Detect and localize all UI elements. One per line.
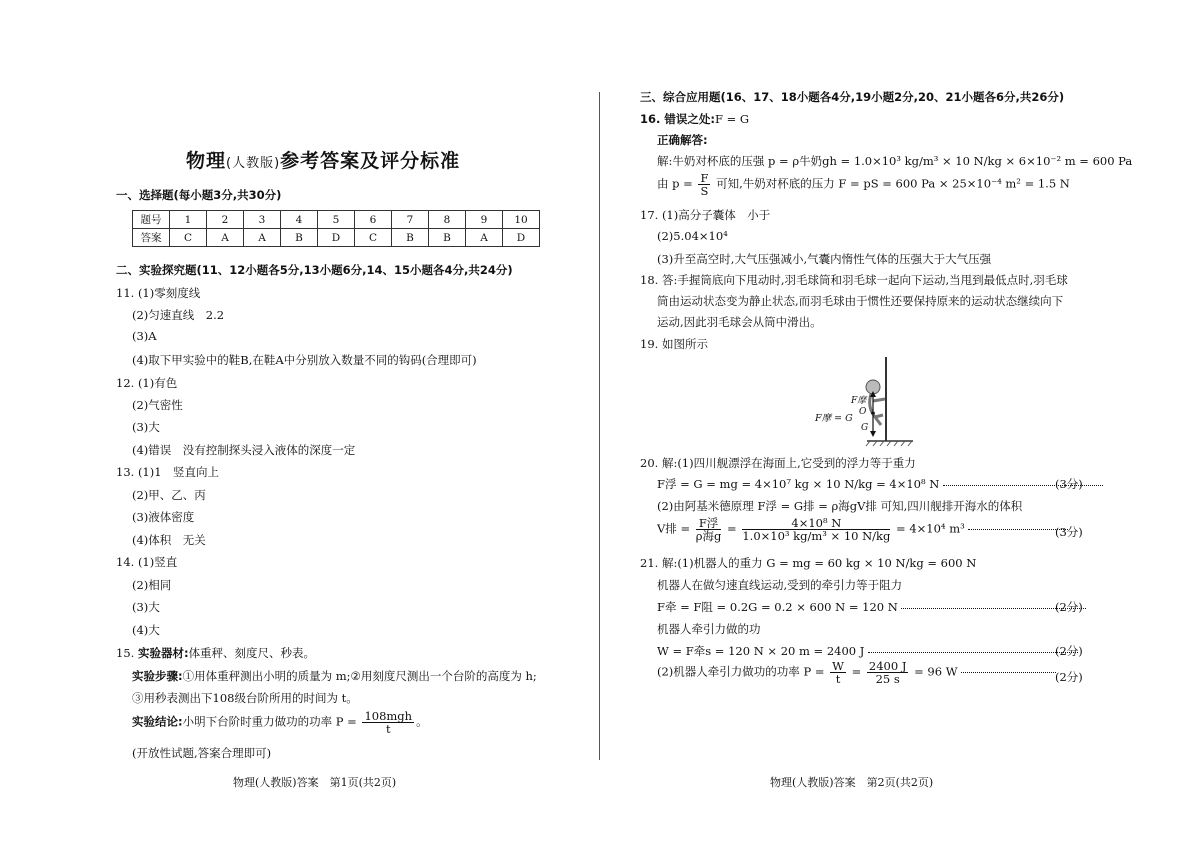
page-divider	[599, 92, 600, 760]
answer-table	[132, 210, 540, 247]
q21-power	[657, 660, 1056, 685]
fraction-numerator: 2400 J	[868, 659, 907, 673]
question-number: 8	[429, 211, 466, 229]
q15-equipment	[116, 645, 315, 661]
question-number: 7	[392, 211, 429, 229]
answer-line: (4)体积 无关	[132, 533, 206, 547]
q15-steps-label: 实验步骤:	[132, 669, 183, 683]
answer-cell: B	[392, 229, 429, 247]
section1-heading: 一、选择题(每小题3分,共30分)	[116, 188, 282, 202]
q15-steps-cont: ③用秒表测出下108级台阶所用的时间为 t。	[132, 691, 358, 705]
answer-line: 21. 解:(1)机器人的重力 G = mg = 60 kg × 10 N/kg = 600 N	[640, 556, 977, 570]
answer-line: 机器人在做匀速直线运动,受到的牵引力等于阻力	[657, 578, 903, 592]
title-part-a: 物理	[186, 150, 227, 172]
answer-line: 运动,因此羽毛球会从筒中滑出。	[657, 315, 822, 329]
fraction-denominator: t	[385, 722, 391, 736]
answer-line: 14. (1)竖直	[116, 555, 178, 569]
q16-correct-label: 正确解答:	[657, 133, 708, 147]
score: (2分)	[1055, 644, 1083, 658]
q16-force-text: 可知,牛奶对杯底的压力 F = pS = 600 Pa × 25×10⁻⁴ m² = 1.5 N	[716, 176, 1070, 191]
q21-force	[657, 599, 1086, 615]
q15-steps	[132, 668, 537, 684]
friction-label: F摩	[851, 396, 867, 406]
question-number: 9	[466, 211, 503, 229]
dot-leader	[968, 529, 1068, 530]
question-number: 3	[244, 211, 281, 229]
answer-line: 17. (1)高分子囊体 小于	[640, 208, 771, 222]
answer-cell: A	[207, 229, 244, 247]
answer-line: (2)相同	[132, 578, 172, 592]
fraction-denominator: ρ海g	[695, 529, 722, 543]
q15-conclusion	[132, 710, 428, 735]
q20-buoyancy	[657, 476, 1103, 492]
q15-equip-label: 实验器材:	[137, 646, 189, 660]
answer-line: 机器人牵引力做的功	[657, 622, 761, 636]
question-number: 6	[355, 211, 392, 229]
q15-steps-text: ①用体重秤测出小明的质量为 m;②用刻度尺测出一个台阶的高度为 h;	[182, 669, 537, 683]
answer-table-number-row	[133, 211, 540, 229]
answer-line: (4)错误 没有控制探头浸入液体的深度一定	[132, 443, 356, 457]
row-label-number: 题号	[133, 211, 170, 229]
answer-line: (4)取下甲实验中的鞋B,在鞋A中分别放入数量不同的钩码(合理即可)	[132, 353, 477, 367]
footer-right: 物理(人教版)答案 第2页(共2页)	[770, 776, 934, 789]
q16-force-prefix: 由 p =	[657, 176, 693, 191]
row-label-answer: 答案	[133, 229, 170, 247]
equals-sign: =	[727, 521, 737, 536]
answer-line: (3)液体密度	[132, 510, 195, 524]
volume-fraction-2	[742, 517, 890, 542]
section3-heading: 三、综合应用题(16、17、18小题各4分,19小题2分,20、21小题各6分,共26分)	[640, 90, 1065, 104]
q21-force-text: F牵 = F阻 = 0.2G = 0.2 × 600 N = 120 N	[657, 600, 898, 614]
gravity-label: G	[861, 423, 869, 433]
answer-line: 19. 如图所示	[640, 337, 708, 351]
q15-concl-label: 实验结论:	[132, 714, 183, 729]
score: (3分)	[1055, 525, 1083, 539]
score: (2分)	[1055, 670, 1083, 684]
friction-equation: F摩 = G	[815, 413, 853, 424]
answer-cell: D	[503, 229, 540, 247]
page-title	[186, 146, 460, 173]
answer-line: (3)大	[132, 600, 160, 614]
answer-line: 20. 解:(1)四川舰漂浮在海面上,它受到的浮力等于重力	[640, 456, 916, 470]
fraction-numerator: 108mgh	[364, 709, 413, 723]
answer-cell: C	[170, 229, 207, 247]
fraction-denominator: t	[835, 672, 841, 686]
answer-cell: D	[318, 229, 355, 247]
power-fraction	[362, 710, 414, 735]
answer-line: (3)升至高空时,大气压强减小,气囊内惰性气体的压强大于大气压强	[657, 252, 992, 266]
volume-fraction-1	[696, 517, 722, 542]
q16-error-label: 16. 错误之处:	[640, 112, 715, 126]
q20-volume-result: = 4×10⁴ m³	[896, 521, 965, 536]
section2-heading: 二、实验探究题(11、12小题各5分,13小题6分,14、15小题各4分,共24分)	[116, 263, 513, 277]
question-number: 1	[170, 211, 207, 229]
fraction-numerator: F浮	[696, 517, 722, 530]
q20-buoyancy-text: F浮 = G = mg = 4×10⁷ kg × 10 N/kg = 4×10⁸ N	[657, 477, 940, 491]
fraction-denominator: 1.0×10³ kg/m³ × 10 N/kg	[742, 529, 891, 543]
question-number: 10	[503, 211, 540, 229]
q16-force	[657, 172, 1070, 197]
q16-pressure: 解:牛奶对杯底的压强 p = ρ牛奶gh = 1.0×10³ kg/m³ × 10 N/kg × 6×10⁻² m = 600 Pa	[657, 154, 1133, 168]
dot-leader	[961, 672, 1056, 673]
answer-cell: A	[466, 229, 503, 247]
q15-note: (开放性试题,答案合理即可)	[132, 746, 272, 760]
fraction-numerator: W	[832, 659, 844, 673]
answer-cell: B	[429, 229, 466, 247]
answer-table-answer-row	[133, 229, 540, 247]
q15-concl-text: 小明下台阶时重力做功的功率 P =	[182, 714, 357, 729]
answer-line: (4)大	[132, 623, 160, 637]
q15-concl-end: 。	[416, 714, 428, 729]
q21-work	[657, 643, 1078, 659]
q21-power-prefix: (2)机器人牵引力做功的功率 P =	[657, 664, 825, 679]
answer-cell: C	[355, 229, 392, 247]
answer-line: 18. 答:手握筒底向下甩动时,羽毛球筒和羽毛球一起向下运动,当甩到最低点时,羽毛球	[640, 273, 1068, 287]
answer-cell: A	[244, 229, 281, 247]
q21-work-text: W = F牵s = 120 N × 20 m = 2400 J	[657, 644, 865, 658]
answer-line: (2)甲、乙、丙	[132, 488, 206, 502]
figure-pole-climber	[815, 355, 935, 447]
q15-number: 15.	[116, 646, 135, 660]
pole-climber-diagram	[815, 355, 935, 447]
title-part-c: 参考答案及评分标准	[280, 150, 461, 172]
answer-line: (3)大	[132, 420, 160, 434]
q15-equip-text: 体重秤、刻度尺、秒表。	[188, 646, 316, 660]
footer-left: 物理(人教版)答案 第1页(共2页)	[233, 776, 397, 789]
power-fraction-1	[830, 660, 846, 685]
question-number: 2	[207, 211, 244, 229]
answer-line: (2)5.04×10⁴	[657, 229, 728, 243]
fraction-numerator: F	[700, 171, 709, 185]
dot-leader	[868, 652, 1078, 653]
answer-line: (2)气密性	[132, 398, 183, 412]
answer-line: (3)A	[132, 329, 157, 343]
q20-volume	[657, 517, 1068, 542]
q16-error-text: F = G	[714, 112, 750, 126]
q21-power-result: = 96 W	[914, 664, 958, 679]
q16-error	[640, 111, 749, 127]
question-number: 4	[281, 211, 318, 229]
question-number: 5	[318, 211, 355, 229]
pressure-fraction	[698, 172, 710, 197]
answer-cell: B	[281, 229, 318, 247]
answer-line: 筒由运动状态变为静止状态,而羽毛球由于惯性还要保持原来的运动状态继续向下	[657, 294, 1064, 308]
score: (2分)	[1055, 600, 1083, 614]
answer-line: (2)匀速直线 2.2	[132, 308, 225, 322]
power-fraction-2	[867, 660, 909, 685]
fraction-denominator: S	[700, 184, 709, 198]
q20-volume-prefix: V排 =	[657, 521, 691, 536]
fraction-numerator: 4×10⁸ N	[742, 517, 890, 530]
answer-line: 11. (1)零刻度线	[116, 286, 201, 300]
title-part-b: (人教版)	[226, 156, 281, 171]
equals-sign: =	[851, 664, 862, 679]
fraction-denominator: 25 s	[875, 672, 900, 686]
score: (3分)	[1055, 477, 1083, 491]
point-o-label: O	[859, 407, 867, 417]
answer-line: 12. (1)有色	[116, 376, 178, 390]
answer-line: 13. (1)1 竖直向上	[116, 465, 220, 479]
answer-line: (2)由阿基米德原理 F浮 = G排 = ρ海gV排 可知,四川舰排开海水的体积	[657, 499, 1023, 513]
